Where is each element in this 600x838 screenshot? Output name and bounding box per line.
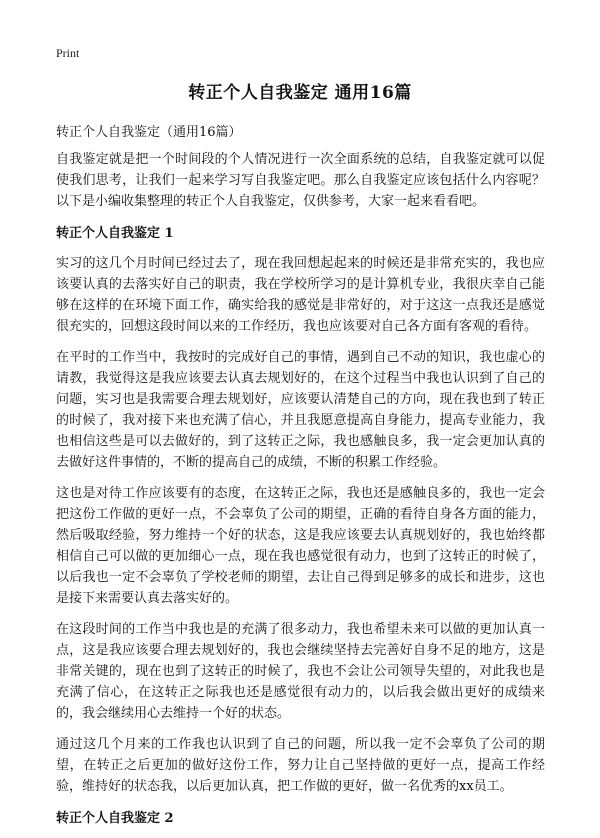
section-1-paragraph-1: 实习的这几个月时间已经过去了，现在我回想起起来的时候还是非常充实的，我也应该要认真的去落实好自己的职责，我在学校所学习的是计算机专业，我很庆幸自己能够在这样的在环境下面工作，确实给我的感觉是非常好的，对于这这一点我还是感觉很充实的，回想这段时间以来的工作经历，我也应该要对自己各方面有客观的看待。 [56,256,545,334]
section-heading-2: 转正个人自我鉴定 2 [56,811,174,826]
document-body [56,149,545,838]
page-title: 转正个人自我鉴定 通用16篇 [188,83,412,103]
section-heading-1: 转正个人自我鉴定 1 [56,226,174,241]
section-1-paragraph-2: 在平时的工作当中，我按时的完成好自己的事情，遇到自己不动的知识，我也虚心的请教，我觉得这是我应该要去认真去规划好的，在这个过程当中我也认识到了自己的问题，实习也是我需要合理去规划好，应该要认清楚自己的方向，现在我也到了转正的时候了，我对接下来也充满了信心，并且我愿意提高自身能力，提高专业能力，我也相信这些是可以去做好的，到了这转正之际，我也感触良多，我一定会更加认真的去做好这件事情的，不断的提高自己的成绩，不断的积累工作经验。 [56,350,545,470]
intro-paragraph: 自我鉴定就是把一个时间段的个人情况进行一次全面系统的总结，自我鉴定就可以促使我们思考，让我们一起来学习写自我鉴定吧。那么自我鉴定应该包括什么内容呢？以下是小编收集整理的转正个人自我鉴定，仅供参考，大家一起来看看吧。 [56,152,545,209]
section-1-paragraph-5: 通过这几个月来的工作我也认识到了自己的问题，所以我一定不会辜负了公司的期望，在转正之后更加的做好这份工作，努力让自己坚持做的更好一点，提高工作经验，维持好的状态我，以后更加认真，把工作做的更好，做一名优秀的xx员工。 [56,737,545,794]
print-link[interactable]: Print [56,46,80,60]
section-1-paragraph-3: 这也是对待工作应该要有的态度，在这转正之际，我也还是感触良多的，我也一定会把这份工作做的更好一点，不会辜负了公司的期望，正确的看待自身各方面的能力，然后吸取经验，努力维持一个好的状态，这是我应该要去认真规划好的，我也始终都相信自己可以做的更加细心一点，现在我也感觉很有动力，也到了这转正的时候了，以后我也一定不会辜负了学校老师的期望，去让自己得到足够多的成长和进步，这也是接下来需要认真去落实好的。 [56,486,545,606]
section-1-paragraph-4: 在这段时间的工作当中我也是的充满了很多动力，我也希望未来可以做的更加认真一点，这是我应该要合理去规划好的，我也会继续坚持去完善好自身不足的地方，这是非常关键的，现在也到了这转正的时候了，我也不会让公司领导失望的，对此我也是充满了信心，在这转正之际我也还是感觉很有动力的，以后我会做出更好的成绩来的，我会继续用心去维持一个好的状态。 [56,622,545,721]
document-subtitle: 转正个人自我鉴定（通用16篇） [56,125,242,140]
